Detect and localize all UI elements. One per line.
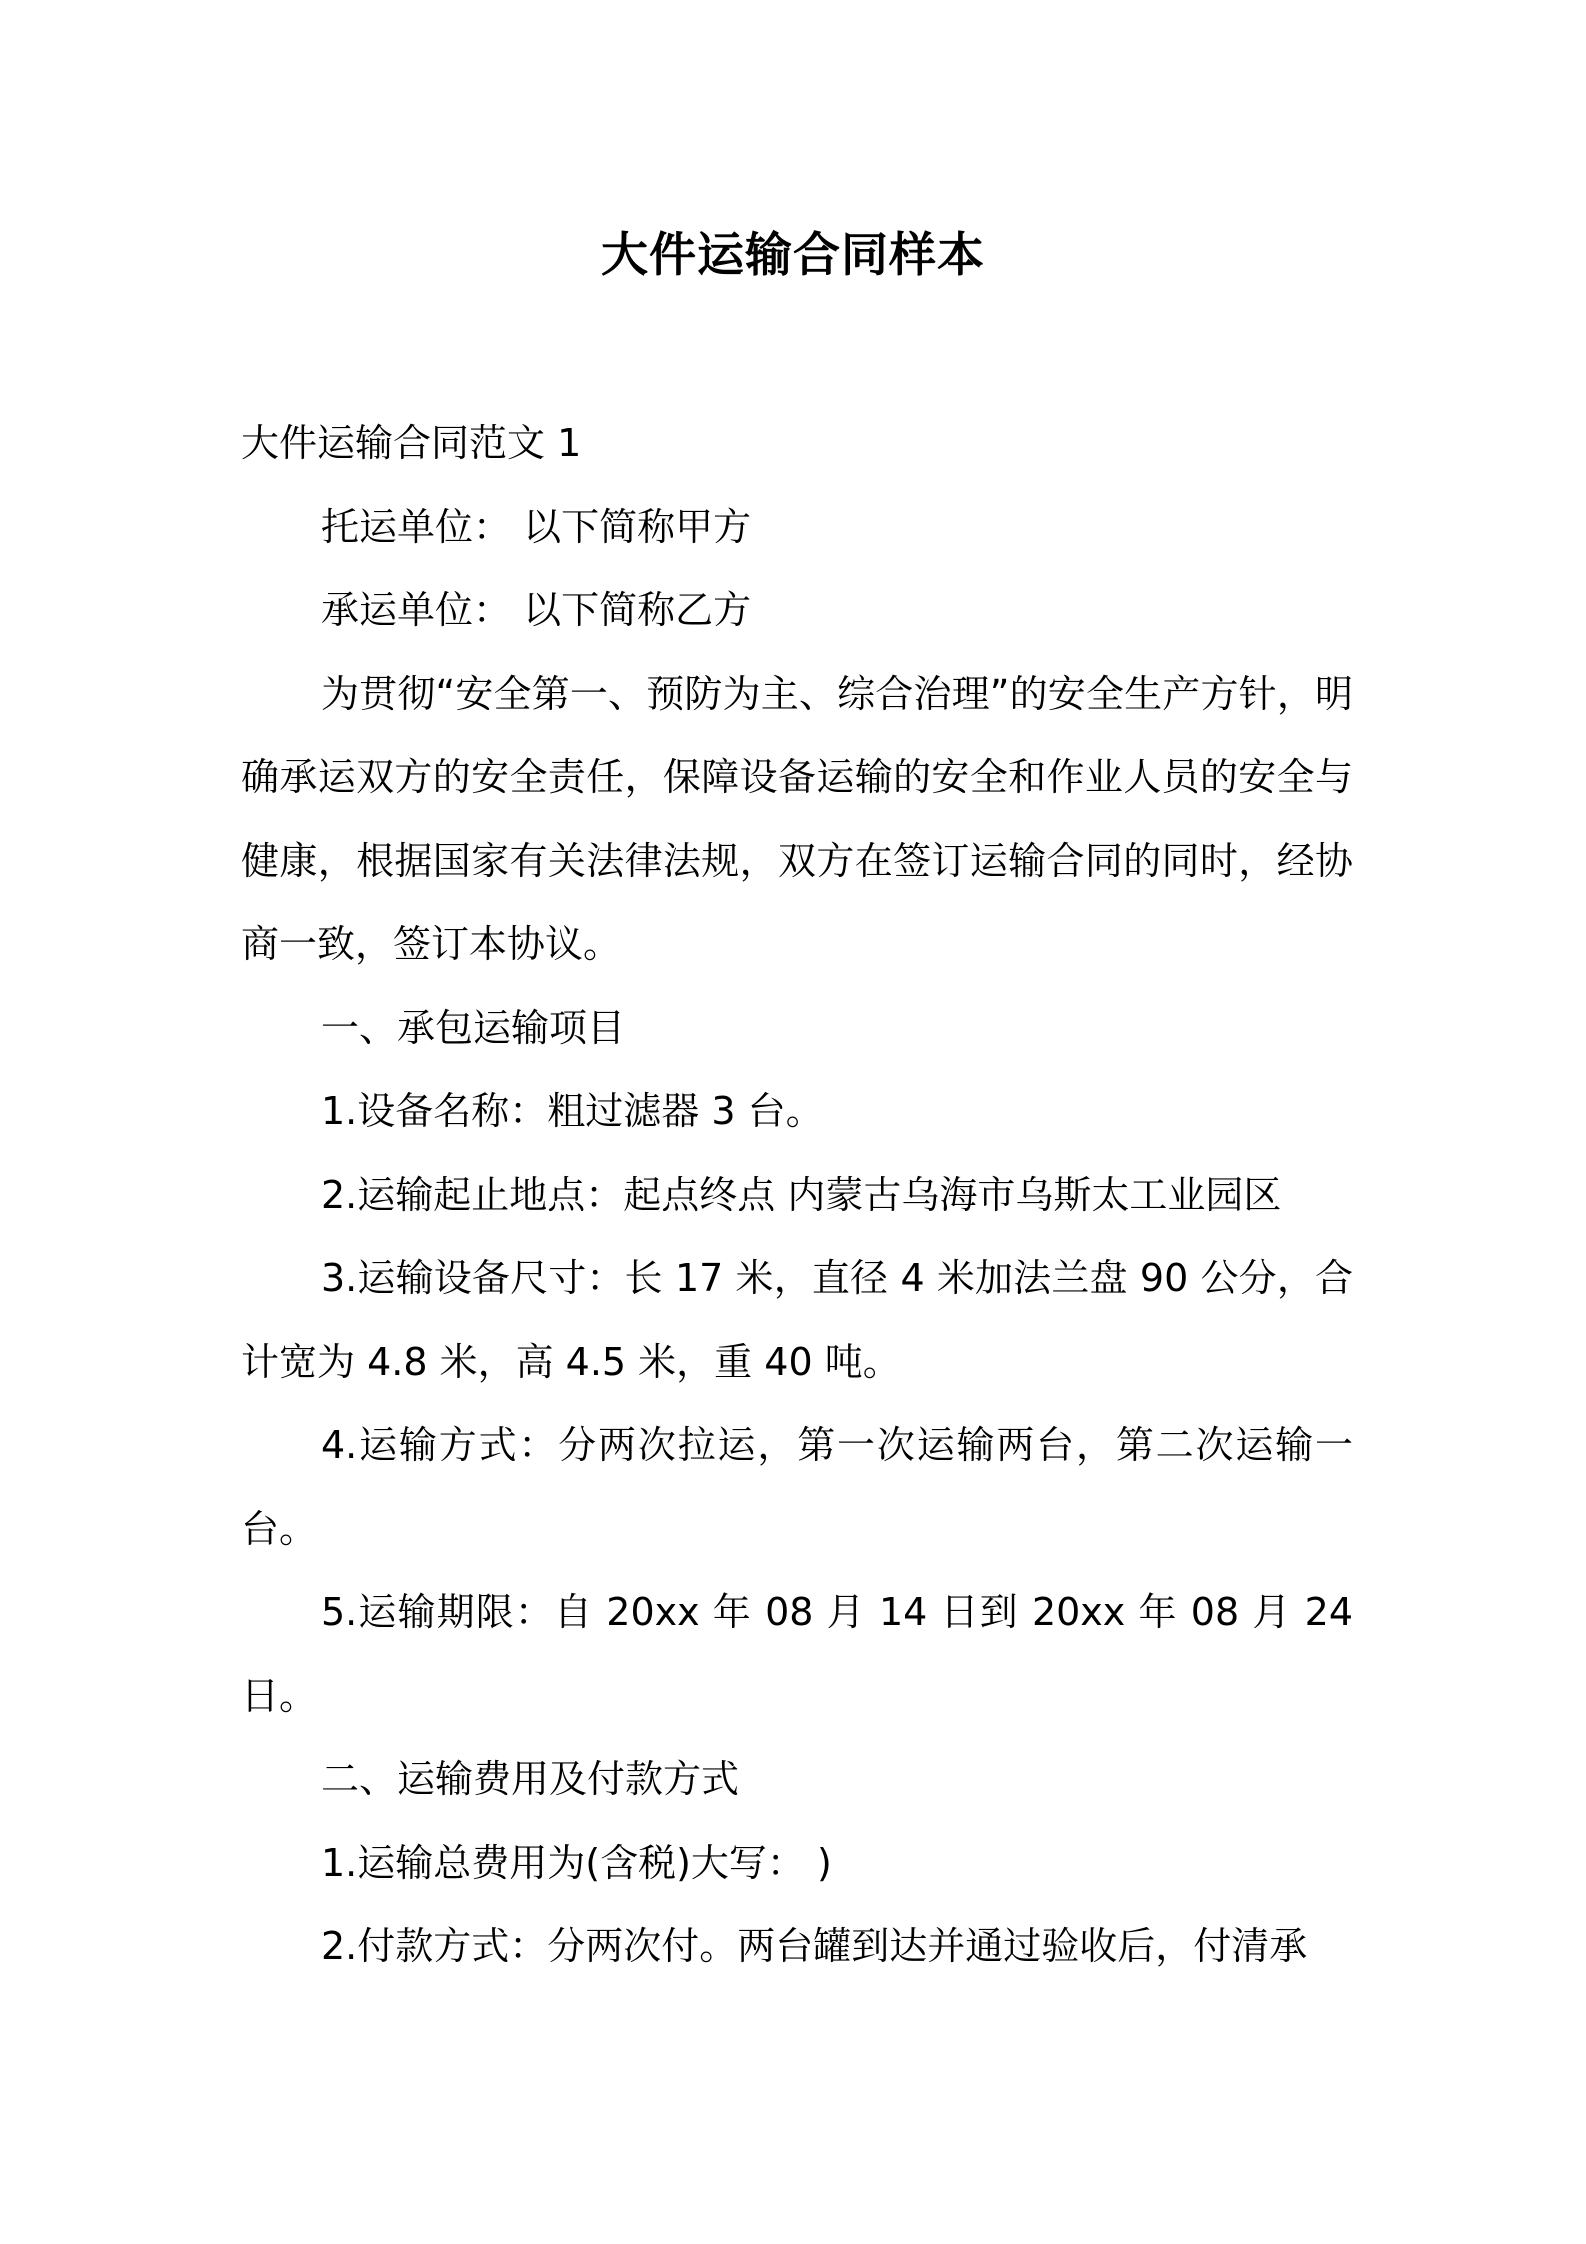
document-body [241,402,1353,1989]
document-title: 大件运输合同样本 [601,228,985,283]
item-payment-method: 2.付款方式：分两次付。两台罐到达并通过验收后，付清承 [321,1924,1308,1968]
item-total-fee: 1.运输总费用为(含税)大写： ) [321,1840,832,1885]
section-heading-fees: 二、运输费用及付款方式 [321,1757,740,1801]
item-transport-period: 5.运输期限：自 20xx 年 08 月 14 日到 20xx 年 08 月 24 日。 [241,1590,1353,1718]
carrier-line: 承运单位： 以下简称乙方 [321,588,752,632]
consignor-line: 托运单位： 以下简称甲方 [321,504,752,549]
preamble-paragraph: 为贯彻“安全第一、预防为主、综合治理”的安全生产方针，明确承运双方的安全责任，保障设备运输的安全和作业人员的安全与健康，根据国家有关法律法规，双方在签订运输合同的同时，经协商一致，签订本协议。 [241,671,1353,966]
item-transport-method: 4.运输方式：分两次拉运，第一次运输两台，第二次运输一台。 [241,1423,1353,1551]
item-dimensions: 3.运输设备尺寸：长 17 米，直径 4 米加法兰盘 90 公分，合计宽为 4.8 米，高 4.5 米，重 40 吨。 [241,1256,1353,1384]
item-route: 2.运输起止地点：起点终点 内蒙古乌海市乌斯太工业园区 [321,1172,1282,1217]
item-equipment-name: 1.设备名称：粗过滤器 3 台。 [321,1089,824,1133]
section-heading-transport-project: 一、承包运输项目 [321,1005,626,1050]
contract-sample-heading: 大件运输合同范文 1 [241,421,582,465]
